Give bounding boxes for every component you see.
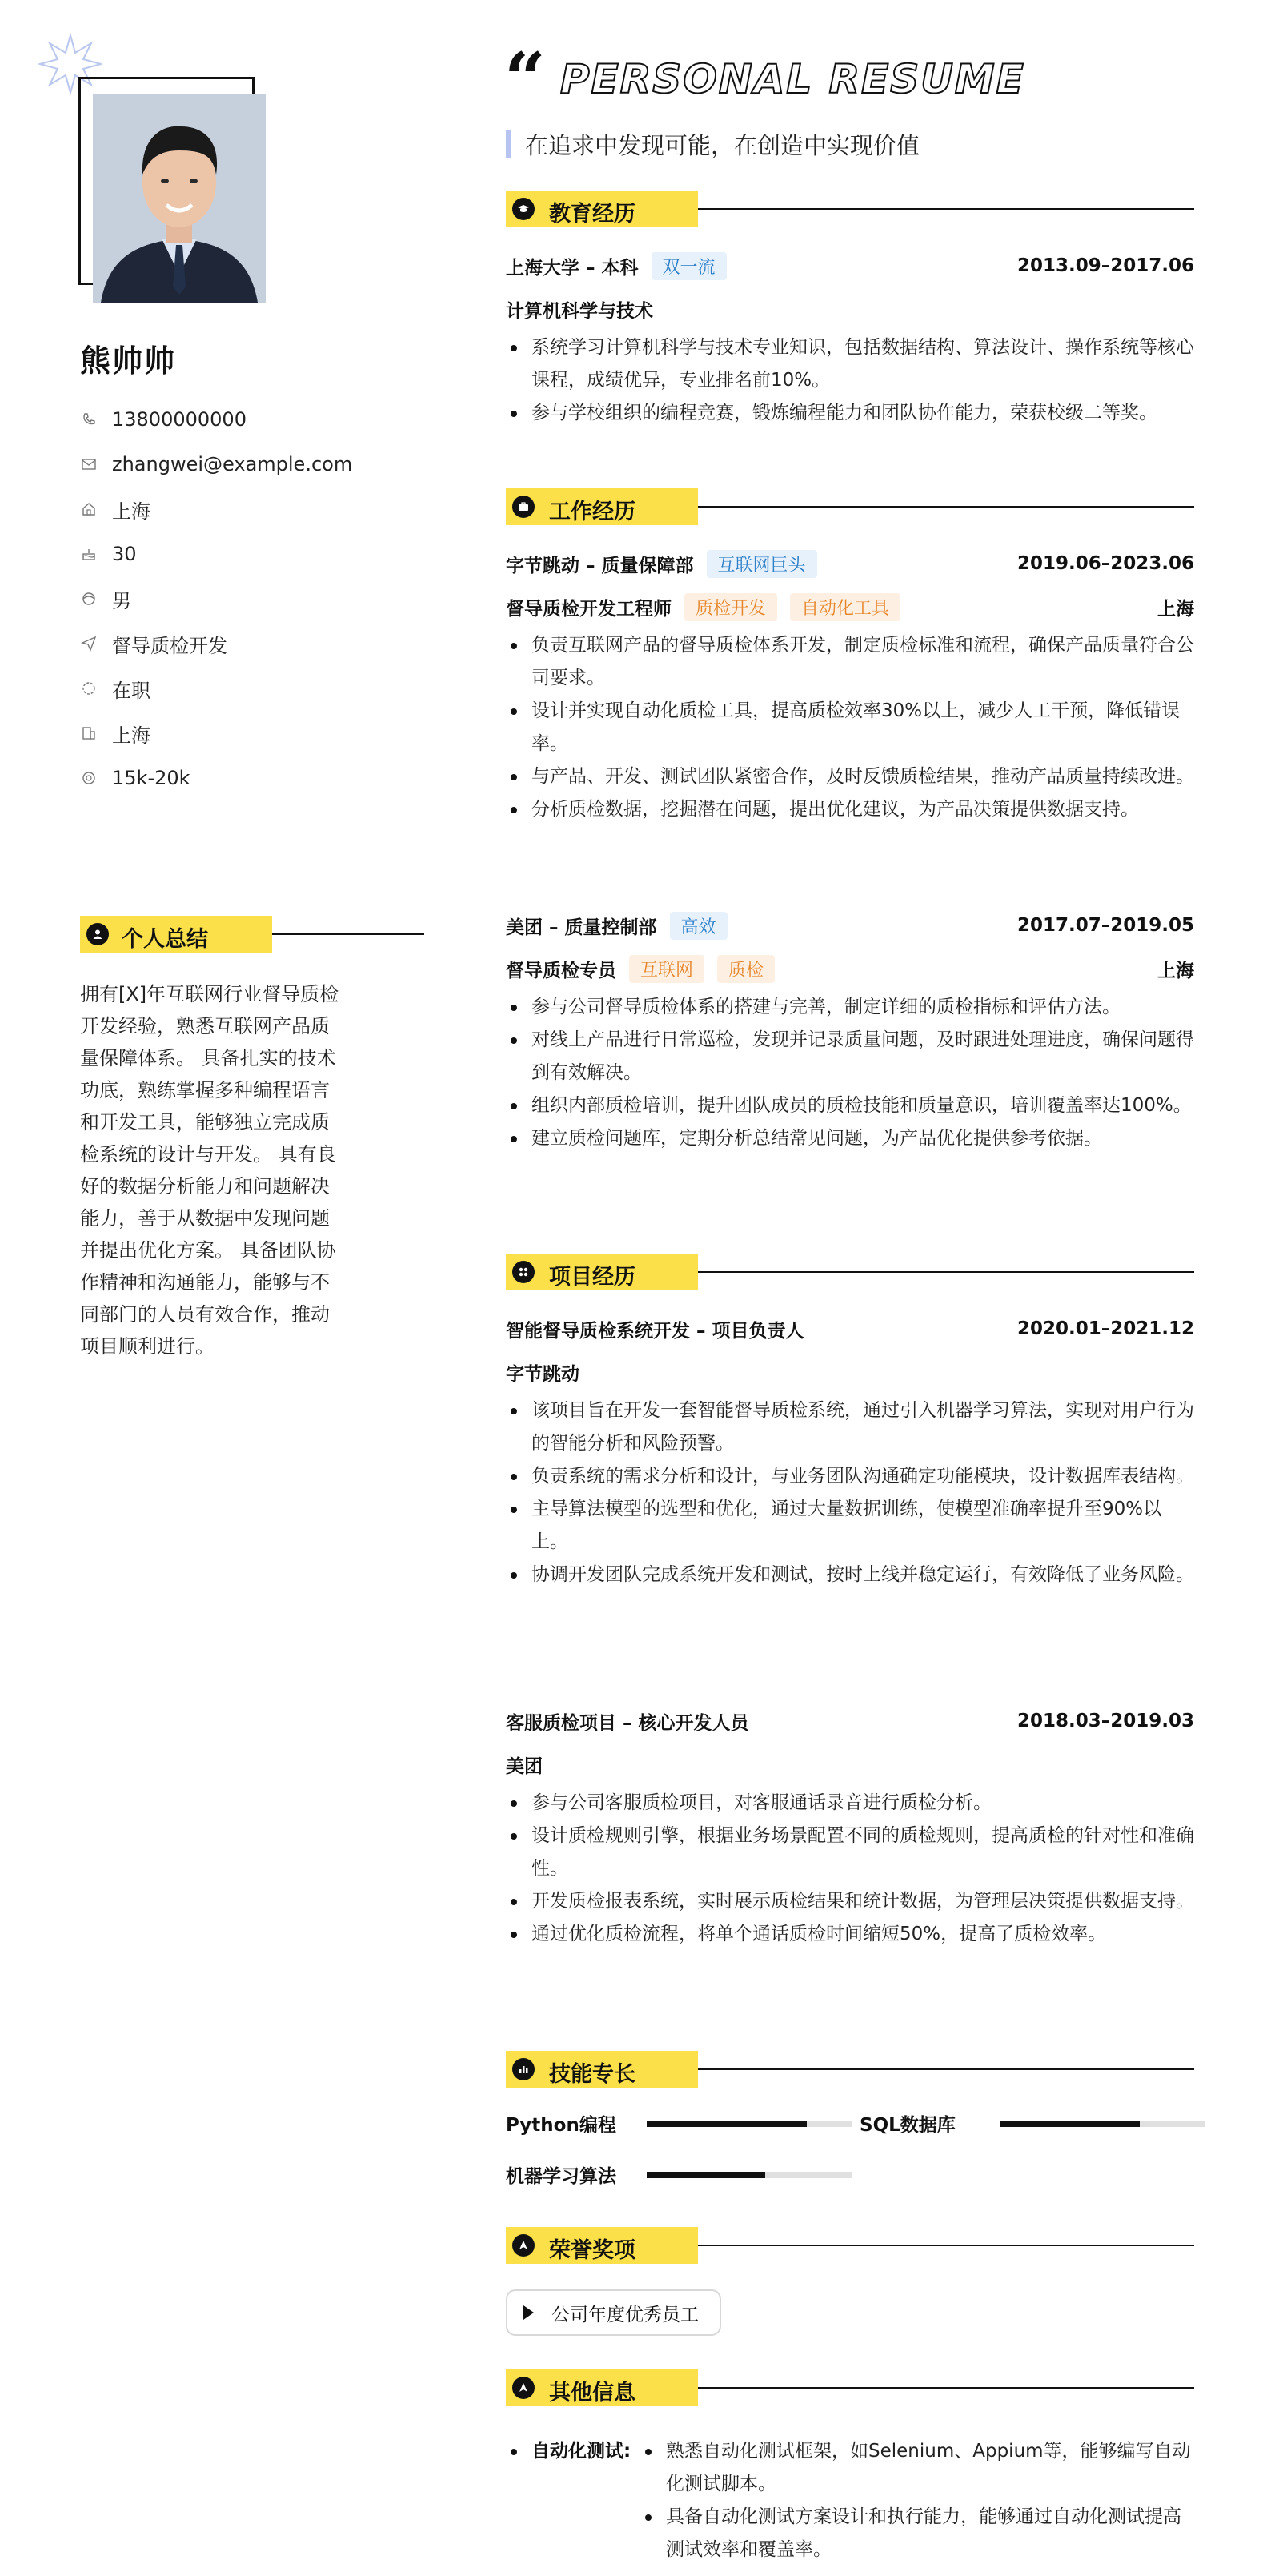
award-chip[interactable] xyxy=(506,2289,721,2336)
position-title: 督导质检开发工程师 xyxy=(506,598,672,620)
job-bullets xyxy=(506,991,1194,1155)
contact-info-list xyxy=(80,397,352,800)
mail-icon xyxy=(80,455,98,473)
section-rule xyxy=(698,2387,1194,2389)
company-line: 字节跳动 – 质量保障部 xyxy=(506,555,694,576)
gender-text: 男 xyxy=(112,589,131,612)
skill-level-bar xyxy=(1000,2121,1140,2127)
project-org-row xyxy=(506,1748,1194,1780)
list-item: 负责系统的需求分析和设计，与业务团队沟通确定功能模块，设计数据库表结构。 xyxy=(506,1460,1194,1493)
salary-item xyxy=(80,756,352,800)
list-item: 参与公司客服质检项目，对客服通话录音进行质检分析。 xyxy=(506,1787,1194,1820)
position-text: 督导质检开发 xyxy=(112,634,227,657)
list-item: 开发质检报表系统，实时展示质检结果和统计数据，为管理层决策提供数据支持。 xyxy=(506,1885,1194,1918)
skill-name: Python编程 xyxy=(506,2115,616,2136)
skill-name: 机器学习算法 xyxy=(506,2166,616,2187)
other-info-row xyxy=(506,2435,1194,2566)
education-header-row xyxy=(506,250,1194,282)
avatar xyxy=(93,94,266,303)
project-org: 美团 xyxy=(506,1755,543,1777)
city-text: 上海 xyxy=(112,724,150,747)
project-header-row xyxy=(506,1313,1194,1345)
work-entry-2 xyxy=(506,909,1194,1155)
status-text: 在职 xyxy=(112,679,150,702)
skill-track xyxy=(1000,2121,1205,2127)
gender-item xyxy=(80,576,352,621)
motto-accent-bar xyxy=(506,130,511,158)
age-item xyxy=(80,532,352,576)
skill-level-bar xyxy=(647,2172,765,2178)
cake-icon xyxy=(80,545,98,563)
home-icon xyxy=(80,500,98,518)
job-header-row xyxy=(506,548,1194,580)
company-line: 美团 – 质量控制部 xyxy=(506,917,657,938)
status-icon xyxy=(80,680,98,697)
skills-section-header xyxy=(506,2051,1194,2088)
list-item: 组织内部质检培训，提升团队成员的质检技能和质量意识，培训覆盖率达100%。 xyxy=(506,1089,1194,1122)
section-rule xyxy=(698,2068,1194,2070)
motto-text: 在追求中发现可能，在创造中实现价值 xyxy=(525,132,920,159)
list-item: 主导算法模型的选型和优化，通过大量数据训练，使模型准确率提升至90%以上。 xyxy=(506,1493,1194,1559)
education-section-header xyxy=(506,191,1194,227)
project-name: 客服质检项目 – 核心开发人员 xyxy=(506,1712,749,1734)
other-title: 其他信息 xyxy=(549,2381,636,2405)
list-item: 负责互联网产品的督导质检体系开发，制定质检标准和流程，确保产品质量符合公司要求。 xyxy=(506,629,1194,695)
briefcase-icon xyxy=(512,496,535,518)
location-item xyxy=(80,487,352,532)
sidebar xyxy=(0,0,448,2576)
education-entry xyxy=(506,250,1194,430)
list-item: 与产品、开发、测试团队紧密合作，及时反馈质检结果，推动产品质量持续改进。 xyxy=(506,760,1194,793)
job-city: 上海 xyxy=(1157,960,1194,981)
company-tag: 高效 xyxy=(670,912,728,940)
skill-item xyxy=(506,2110,852,2137)
job-date: 2017.07–2019.05 xyxy=(1016,915,1194,936)
project-name: 智能督导质检系统开发 – 项目负责人 xyxy=(506,1320,804,1342)
list-item: 协调开发团队完成系统开发和测试，按时上线并稳定运行，有效降低了业务风险。 xyxy=(506,1559,1194,1591)
work-entry-1 xyxy=(506,548,1194,826)
phone-icon xyxy=(80,411,98,428)
work-section-header xyxy=(506,488,1194,525)
summary-text: 拥有[X]年互联网行业督导质检开发经验，熟悉互联网产品质量保障体系。 具备扎实的技术功底，熟练掌握多种编程语言和开发工具，能够独立完成质检系统的设计与开发。 具有良好的数据分析能力和问题解决能力，善于从数据中发现问题并提出优化方案。 具备团队协作精神和沟通能力，能够与不同部门的人员有效合作，推动项目顺利进行。 xyxy=(80,983,339,1358)
info-icon xyxy=(512,2377,535,2399)
skills-title: 技能专长 xyxy=(549,2062,636,2087)
skill-item xyxy=(506,2161,852,2188)
status-item xyxy=(80,666,352,711)
job-bullets xyxy=(506,629,1194,826)
skill-tag: 自动化工具 xyxy=(790,593,900,621)
phone-item xyxy=(80,397,352,442)
graduation-cap-icon xyxy=(512,198,535,220)
project-entry-1 xyxy=(506,1313,1194,1591)
list-item: 系统学习计算机科学与技术专业知识，包括数据结构、算法设计、操作系统等核心课程，成绩优异，专业排名前10%。 xyxy=(506,331,1194,397)
award-text: 公司年度优秀员工 xyxy=(551,2304,699,2325)
section-rule xyxy=(272,933,424,935)
other-info xyxy=(506,2435,1194,2566)
education-bullets xyxy=(506,331,1194,430)
skill-level-bar xyxy=(647,2121,807,2127)
other-section-header xyxy=(506,2369,1194,2406)
other-info-label: 自动化测试: xyxy=(506,2435,640,2566)
skill-tag: 质检开发 xyxy=(684,593,777,621)
job-position-row xyxy=(506,591,1194,623)
summary-section-header xyxy=(80,916,344,953)
award-icon xyxy=(512,2234,535,2257)
coin-icon xyxy=(80,769,98,787)
education-title: 教育经历 xyxy=(549,202,636,227)
list-item: 参与公司督导质检体系的搭建与完善，制定详细的质检指标和评估方法。 xyxy=(506,991,1194,1024)
list-item: 设计并实现自动化质检工具，提高质检效率30%以上，减少人工干预，降低错误率。 xyxy=(506,695,1194,760)
list-item: 参与学校组织的编程竞赛，锻炼编程能力和团队协作能力，荣获校级二等奖。 xyxy=(506,397,1194,430)
skill-tag: 质检 xyxy=(717,955,775,983)
city-item xyxy=(80,711,352,756)
section-rule xyxy=(698,506,1194,508)
email-item xyxy=(80,442,352,487)
candidate-name: 熊帅帅 xyxy=(80,343,177,379)
building-icon xyxy=(80,724,98,742)
skill-item xyxy=(860,2110,1205,2137)
job-header-row xyxy=(506,909,1194,941)
project-date: 2020.01–2021.12 xyxy=(1016,1318,1194,1339)
education-major-row xyxy=(506,293,1194,325)
project-date: 2018.03–2019.03 xyxy=(1016,1711,1194,1731)
major-text: 计算机科学与技术 xyxy=(506,300,653,322)
list-item: 对线上产品进行日常巡检，发现并记录质量问题，及时跟进处理进度，确保问题得到有效解决。 xyxy=(506,1024,1194,1089)
list-item: 通过优化质检流程，将单个通话质检时间缩短50%，提高了质检效率。 xyxy=(506,1918,1194,1951)
awards-section-header xyxy=(506,2227,1194,2264)
quote-mark: “ xyxy=(504,37,546,122)
project-bullets xyxy=(506,1394,1194,1591)
summary-title: 个人总结 xyxy=(122,927,208,952)
section-rule xyxy=(698,2245,1194,2246)
skill-track xyxy=(647,2121,852,2127)
project-header-row xyxy=(506,1705,1194,1737)
list-item: 具备自动化测试方案设计和执行能力，能够通过自动化测试提高测试效率和覆盖率。 xyxy=(640,2501,1194,2566)
skill-track xyxy=(647,2172,852,2178)
job-position-row xyxy=(506,953,1194,985)
project-entry-2 xyxy=(506,1705,1194,1951)
email-text: zhangwei@example.com xyxy=(112,453,353,475)
projects-title: 项目经历 xyxy=(549,1265,636,1290)
position-item xyxy=(80,621,352,666)
awards-title: 荣誉奖项 xyxy=(549,2238,636,2263)
section-rule xyxy=(698,208,1194,210)
list-item: 该项目旨在开发一套智能督导质检系统，通过引入机器学习算法，实现对用户行为的智能分析和风险预警。 xyxy=(506,1394,1194,1460)
skill-tag: 互联网 xyxy=(629,955,704,983)
projects-section-header xyxy=(506,1254,1194,1290)
location-text: 上海 xyxy=(112,500,150,523)
resume-title: PERSONAL RESUME xyxy=(560,56,1025,102)
section-rule xyxy=(698,1271,1194,1273)
list-item: 设计质检规则引擎，根据业务场景配置不同的质检规则，提高质检的针对性和准确性。 xyxy=(506,1820,1194,1885)
phone-text: 13800000000 xyxy=(112,408,247,431)
age-text: 30 xyxy=(112,543,137,565)
salary-text: 15k-20k xyxy=(112,767,190,789)
job-city: 上海 xyxy=(1157,598,1194,620)
play-icon xyxy=(523,2305,534,2320)
list-item: 熟悉自动化测试框架，如Selenium、Appium等，能够编写自动化测试脚本。 xyxy=(640,2435,1194,2501)
position-title: 督导质检专员 xyxy=(506,960,616,981)
company-tag: 互联网巨头 xyxy=(707,550,817,578)
school-tag: 双一流 xyxy=(652,252,727,280)
project-bullets xyxy=(506,1787,1194,1951)
list-item: 建立质检问题库，定期分析总结常见问题，为产品优化提供参考依据。 xyxy=(506,1122,1194,1155)
user-icon xyxy=(86,923,109,945)
grid-icon xyxy=(512,1261,535,1283)
work-title: 工作经历 xyxy=(549,500,636,524)
school-line: 上海大学 – 本科 xyxy=(506,257,639,279)
other-info-bullets xyxy=(640,2435,1194,2566)
skill-name: SQL数据库 xyxy=(860,2115,956,2136)
job-date: 2019.06–2023.06 xyxy=(1016,553,1194,574)
send-icon xyxy=(80,635,98,652)
gender-icon xyxy=(80,590,98,608)
education-date: 2013.09–2017.06 xyxy=(1016,255,1194,276)
project-org: 字节跳动 xyxy=(506,1363,579,1385)
project-org-row xyxy=(506,1356,1194,1388)
list-item: 分析质检数据，挖掘潜在问题，提出优化建议，为产品决策提供数据支持。 xyxy=(506,793,1194,826)
bar-chart-icon xyxy=(512,2058,535,2080)
